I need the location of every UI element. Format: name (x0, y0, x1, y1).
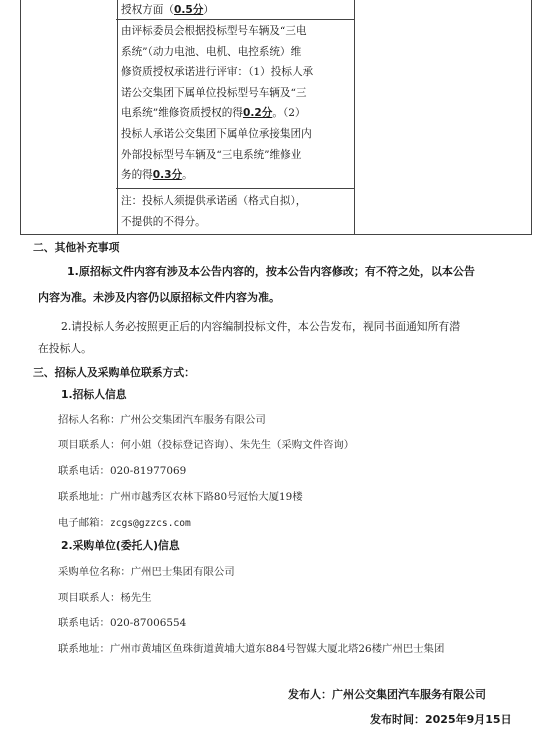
tenderer-name: 招标人名称：广州公交集团汽车服务有限公司 (58, 414, 266, 426)
subsection-heading: 2.采购单位(委托人)信息 (61, 539, 180, 552)
section-heading: 二、其他补充事项 (33, 241, 120, 254)
table-cell-criteria (116, 0, 355, 235)
criteria-line: 修资质授权承诺进行评审：（1）投标人承 (121, 66, 314, 79)
criteria-line: 投标人承诺公交集团下属单位承接集团内 (121, 128, 312, 140)
criteria-line: 授权方面（0.5分） (121, 4, 214, 16)
paragraph-line: 在投标人。 (38, 342, 92, 355)
purchaser-address: 联系地址：广州市黄埔区鱼珠街道黄埔大道东884号智媒大厦北塔26楼广州巴士集团 (58, 643, 445, 655)
table-cell-left (20, 0, 118, 235)
publisher: 发布人：广州公交集团汽车服务有限公司 (288, 688, 486, 701)
criteria-line: 外部投标型号车辆及“三电系统”维修业 (121, 148, 302, 161)
criteria-line: 电系统”维修资质授权的得0.2分。（2） (121, 107, 306, 120)
note-line: 注：投标人须提供承诺函（格式自拟）， (121, 195, 307, 207)
criteria-line: 务的得0.3分。 (121, 169, 193, 182)
note-line: 不提供的不得分。 (121, 215, 206, 228)
tenderer-contact: 项目联系人：何小姐（投标登记咨询）、朱先生（采购文件咨询） (58, 439, 355, 451)
tenderer-phone: 联系电话：020-81977069 (58, 465, 187, 477)
tenderer-address: 联系地址：广州市越秀区农林下路80号冠怡大厦19楼 (58, 491, 303, 503)
purchaser-name: 采购单位名称：广州巴士集团有限公司 (58, 566, 235, 578)
table-cell-right (354, 0, 532, 235)
paragraph-line: 内容为准。未涉及内容仍以原招标文件内容为准。 (38, 291, 280, 304)
purchaser-contact: 项目联系人：杨先生 (58, 592, 152, 604)
criteria-line: 系统”（动力电池、电机、电控系统）维 (121, 45, 302, 58)
paragraph-line: 1.原招标文件内容有涉及本公告内容的，按本公告内容修改；有不符之处，以本公告 (67, 265, 475, 278)
section-heading: 三、招标人及采购单位联系方式： (33, 366, 195, 379)
purchaser-phone: 联系电话：020-87006554 (58, 617, 187, 629)
publish-date: 发布时间：2025年9月15日 (370, 713, 512, 726)
criteria-line: 诺公交集团下属单位投标型号车辆及“三 (121, 86, 307, 99)
email-link[interactable]: zcgs@gzzcs.com (109, 518, 191, 529)
subsection-heading: 1.招标人信息 (61, 388, 127, 401)
tenderer-email: 电子邮箱：zcgs@gzzcs.com (58, 517, 191, 529)
scoring-table (20, 0, 532, 235)
criteria-line: 由评标委员会根据投标型号车辆及“三电 (121, 25, 307, 37)
table-row-divider (116, 188, 354, 189)
paragraph-line: 2.请投标人务必按照更正后的内容编制投标文件，本公告发布，视同书面通知所有潜 (61, 320, 460, 333)
